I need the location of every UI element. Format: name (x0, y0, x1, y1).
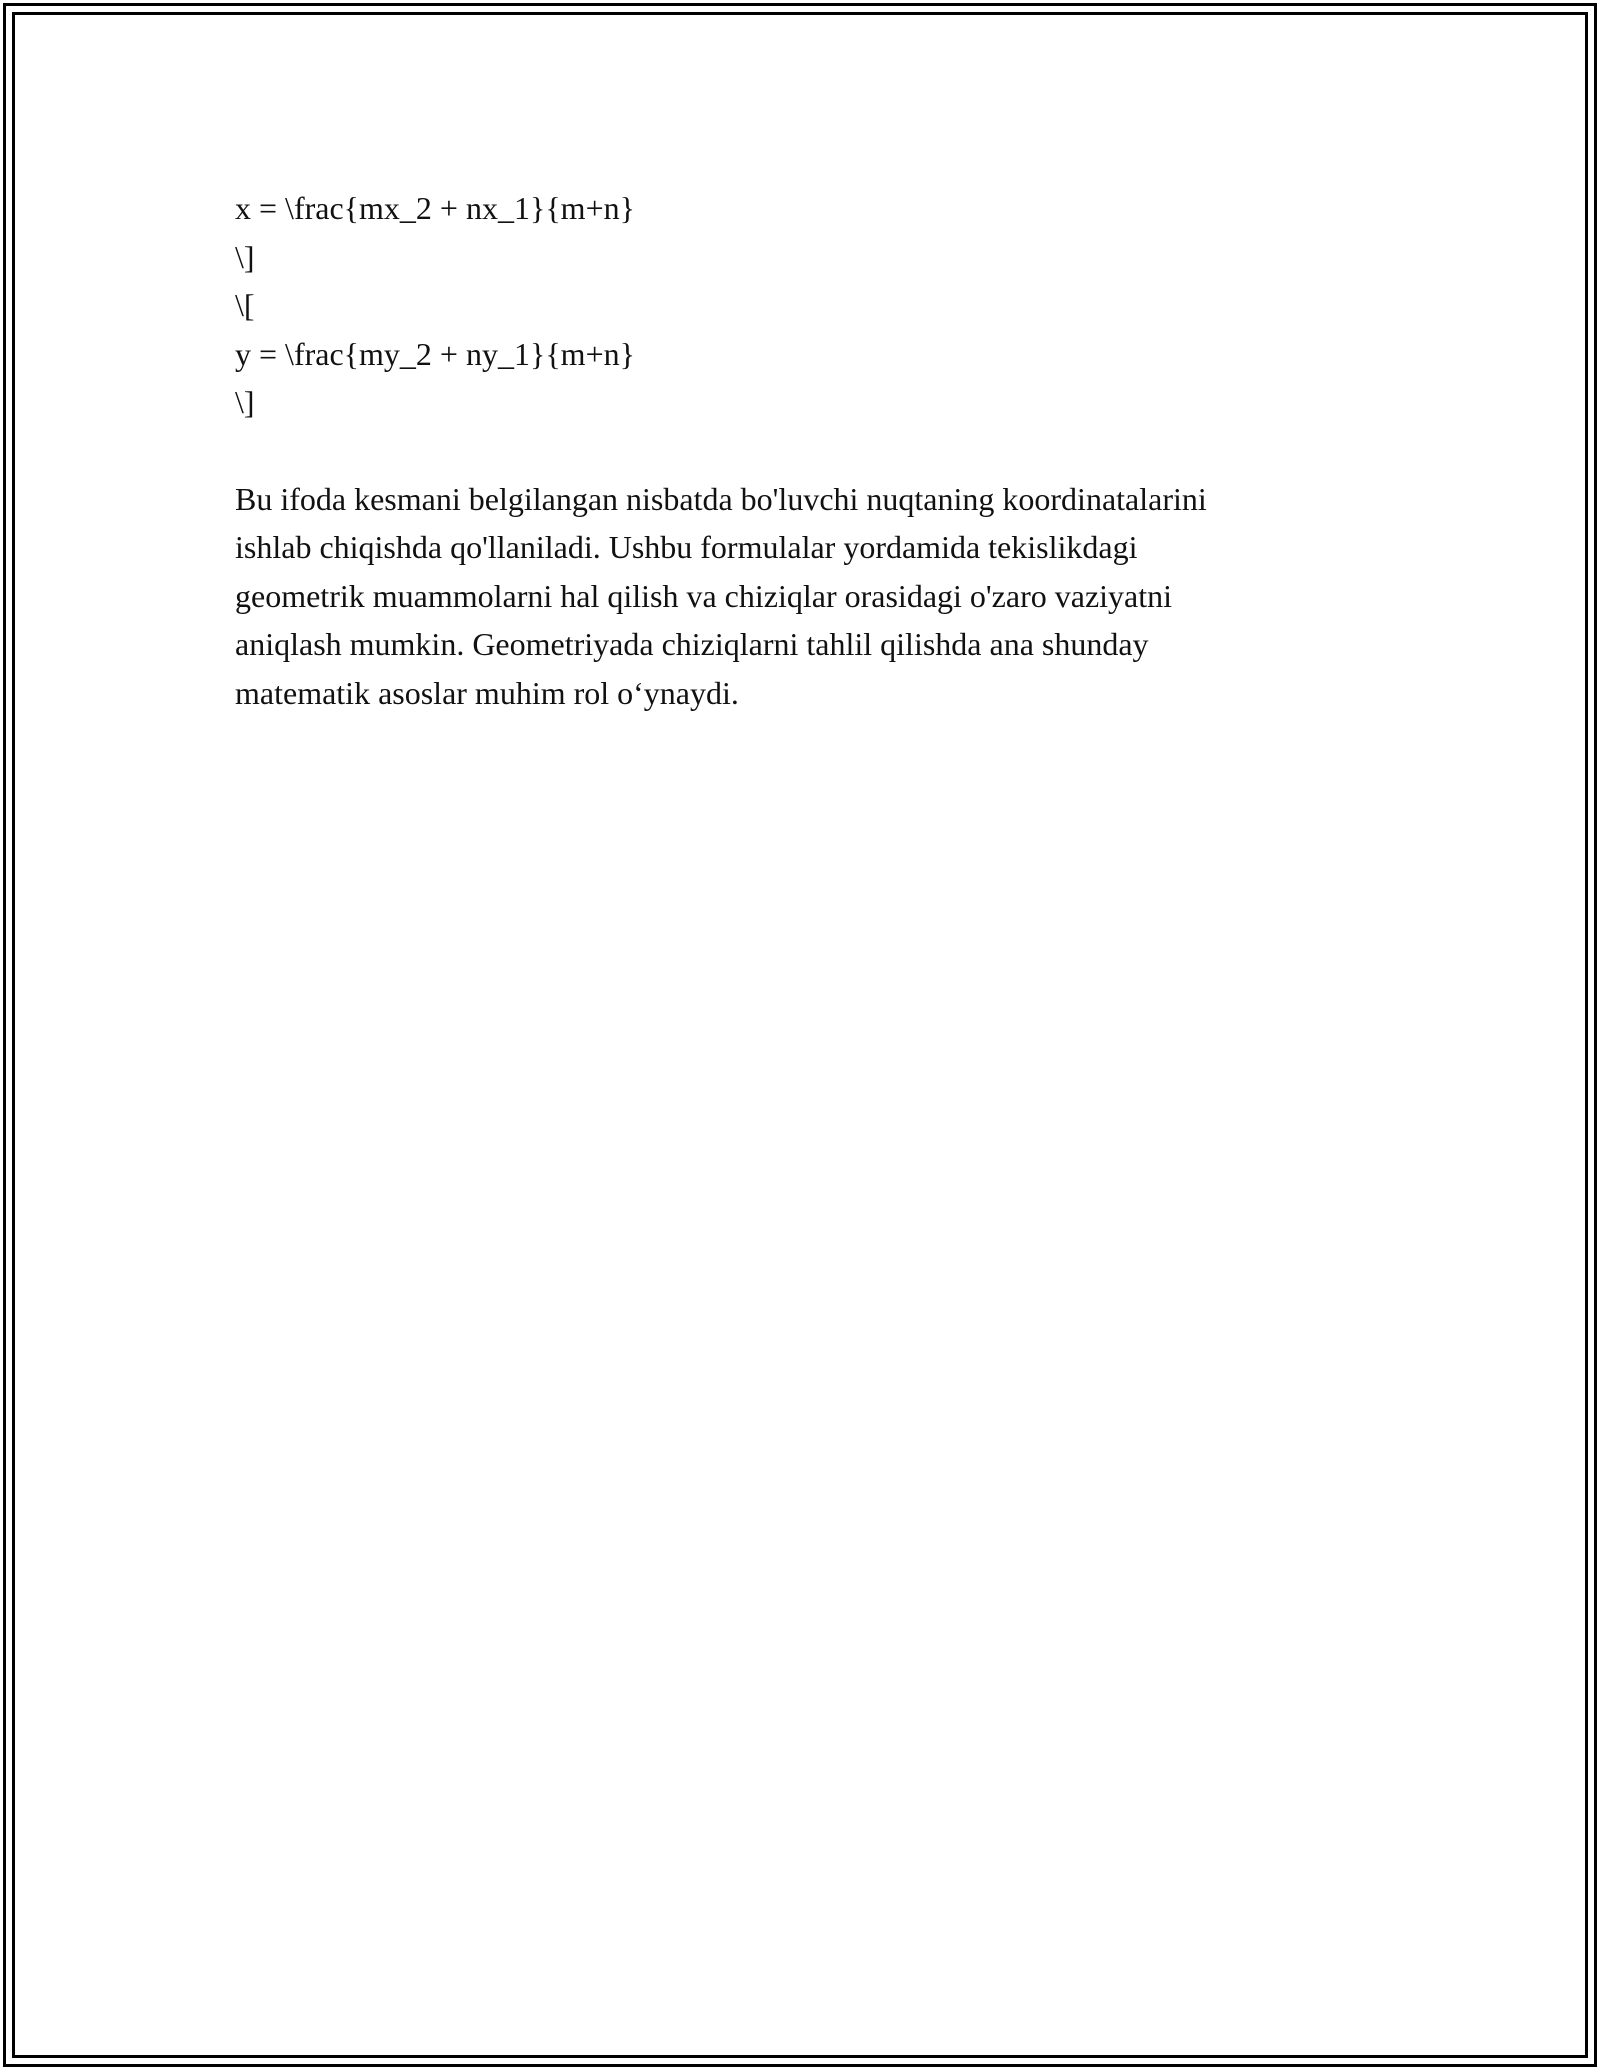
formula-line: y = \frac{my_2 + ny_1}{m+n} (235, 335, 635, 372)
formula-line: \] (235, 238, 255, 275)
paragraph-line: geometrik muammolarni hal qilish va chiziqlar orasidagi o'zaro vaziyatni (235, 577, 1173, 614)
paragraph-line: aniqlash mumkin. Geometriyada chiziqlarni tahlil qilishda ana shunday (235, 626, 1149, 662)
paragraph-line: Bu ifoda kesmani belgilangan nisbatda bo'luvchi nuqtaning koordinatalarini (235, 480, 1207, 517)
formula-line: \] (235, 384, 255, 420)
paragraph-line: matematik asoslar muhim rol o‘ynaydi. (235, 674, 739, 711)
body-paragraph (235, 475, 1365, 718)
formula-line: x = \frac{mx_2 + nx_1}{m+n} (235, 190, 635, 226)
formula-line: \[ (235, 287, 255, 323)
paragraph-line: ishlab chiqishda qo'llaniladi. Ushbu formulalar yordamida tekislikdagi (235, 529, 1138, 565)
document-body (235, 184, 1365, 717)
formula-block (235, 184, 1365, 427)
